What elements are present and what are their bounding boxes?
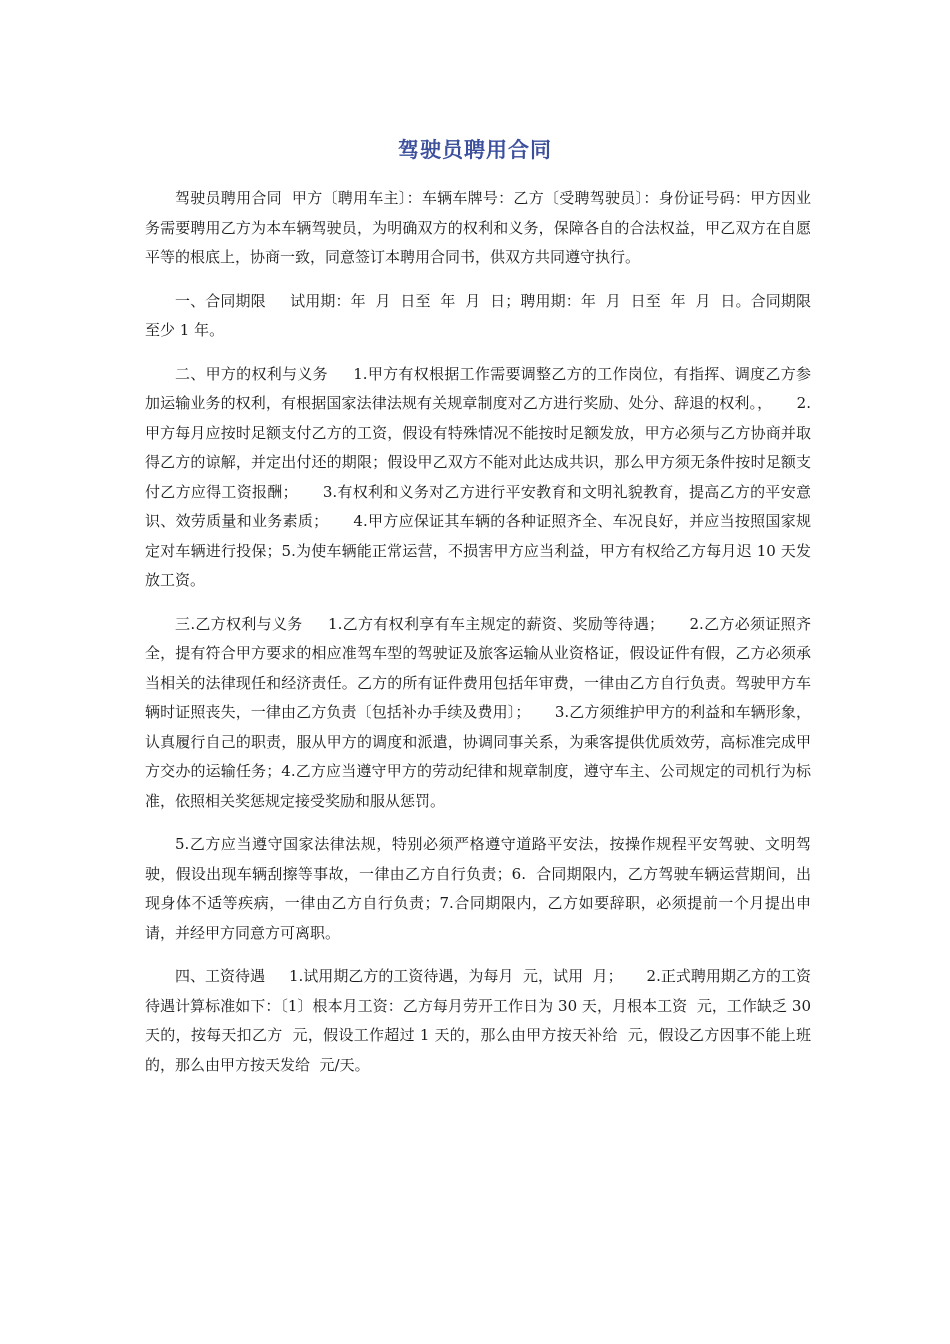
document-body xyxy=(145,184,816,1094)
paragraph-party-b-rights: 三.乙方权利与义务 1.乙方有权利享有车主规定的薪资、奖励等待遇； 2.乙方必须证照齐全，提有符合甲方要求的相应准驾车型的驾驶证及旅客运输从业资格证，假设证件有假，乙方必须承当相关的法律现任和经济责任。乙方的所有证件费用包括年审费，一律由乙方自行负责。驾驶甲方车辆时证照丧失，一律由乙方负责〔包括补办手续及费用〕； 3.乙方须维护甲方的利益和车辆形象，认真履行自己的职责，服从甲方的调度和派遣，协调同事关系，为乘客提供优质效劳，高标准完成甲方交办的运输任务；4.乙方应当遵守甲方的劳动纪律和规章制度，遵守车主、公司规定的司机行为标准，依照相关奖惩规定接受奖励和服从惩罚。 xyxy=(145,614,811,810)
paragraph-preamble: 驾驶员聘用合同 甲方〔聘用车主〕：车辆车牌号：乙方〔受聘驾驶员〕：身份证号码：甲方因业务需要聘用乙方为本车辆驾驶员，为明确双方的权利和义务，保障各自的合法权益，甲乙双方在自愿平等的根底上，协商一致，同意签订本聘用合同书，供双方共同遵守执行。 xyxy=(145,189,811,266)
document-title: 驾驶员聘用合同 xyxy=(398,138,552,162)
paragraph-wages: 四、工资待遇 1.试用期乙方的工资待遇，为每月 元，试用 月； 2.正式聘用期乙方的工资待遇计算标准如下：〔1〕根本月工资：乙方每月劳开工作日为 30 天，月根本工资 元，工作缺乏 30 天的，按每天扣乙方 元，假设工作超过 1 天的，那么由甲方按天补给 元，假设乙方因事不能上班的，那么由甲方按天发给 元/天。 xyxy=(145,967,816,1074)
paragraph-contract-term: 一、合同期限 试用期：年 月 日至 年 月 日；聘用期：年 月 日至 年 月 日。合同期限至少 1 年。 xyxy=(145,291,811,339)
paragraph-party-b-obligations: 5.乙方应当遵守国家法律法规，特别必须严格遵守道路平安法，按操作规程平安驾驶、文明驾驶，假设出现车辆刮擦等事故，一律由乙方自行负责；6. 合同期限内，乙方驾驶车辆运营期间，出现身体不适等疾病，一律由乙方自行负责；7.合同期限内，乙方如要辞职，必须提前一个月提出申请，并经甲方同意方可离职。 xyxy=(145,835,811,942)
paragraph-party-a-rights: 二、甲方的权利与义务 1.甲方有权根据工作需要调整乙方的工作岗位，有指挥、调度乙方参加运输业务的权利，有根据国家法律法规有关规章制度对乙方进行奖励、处分、辞退的权利。， 2.甲方每月应按时足额支付乙方的工资，假设有特殊情况不能按时足额发放，甲方必须与乙方协商并取得乙方的谅解，并定出付还的期限；假设甲乙双方不能对此达成共识，那么甲方须无条件按时足额支付乙方应得工资报酬； 3.有权利和义务对乙方进行平安教育和文明礼貌教育，提高乙方的平安意识、效劳质量和业务素质； 4.甲方应保证其车辆的各种证照齐全、车况良好，并应当按照国家规定对车辆进行投保；5.为使车辆能正常运营，不损害甲方应当利益，甲方有权给乙方每月迟 10 天发放工资。 xyxy=(145,364,811,589)
